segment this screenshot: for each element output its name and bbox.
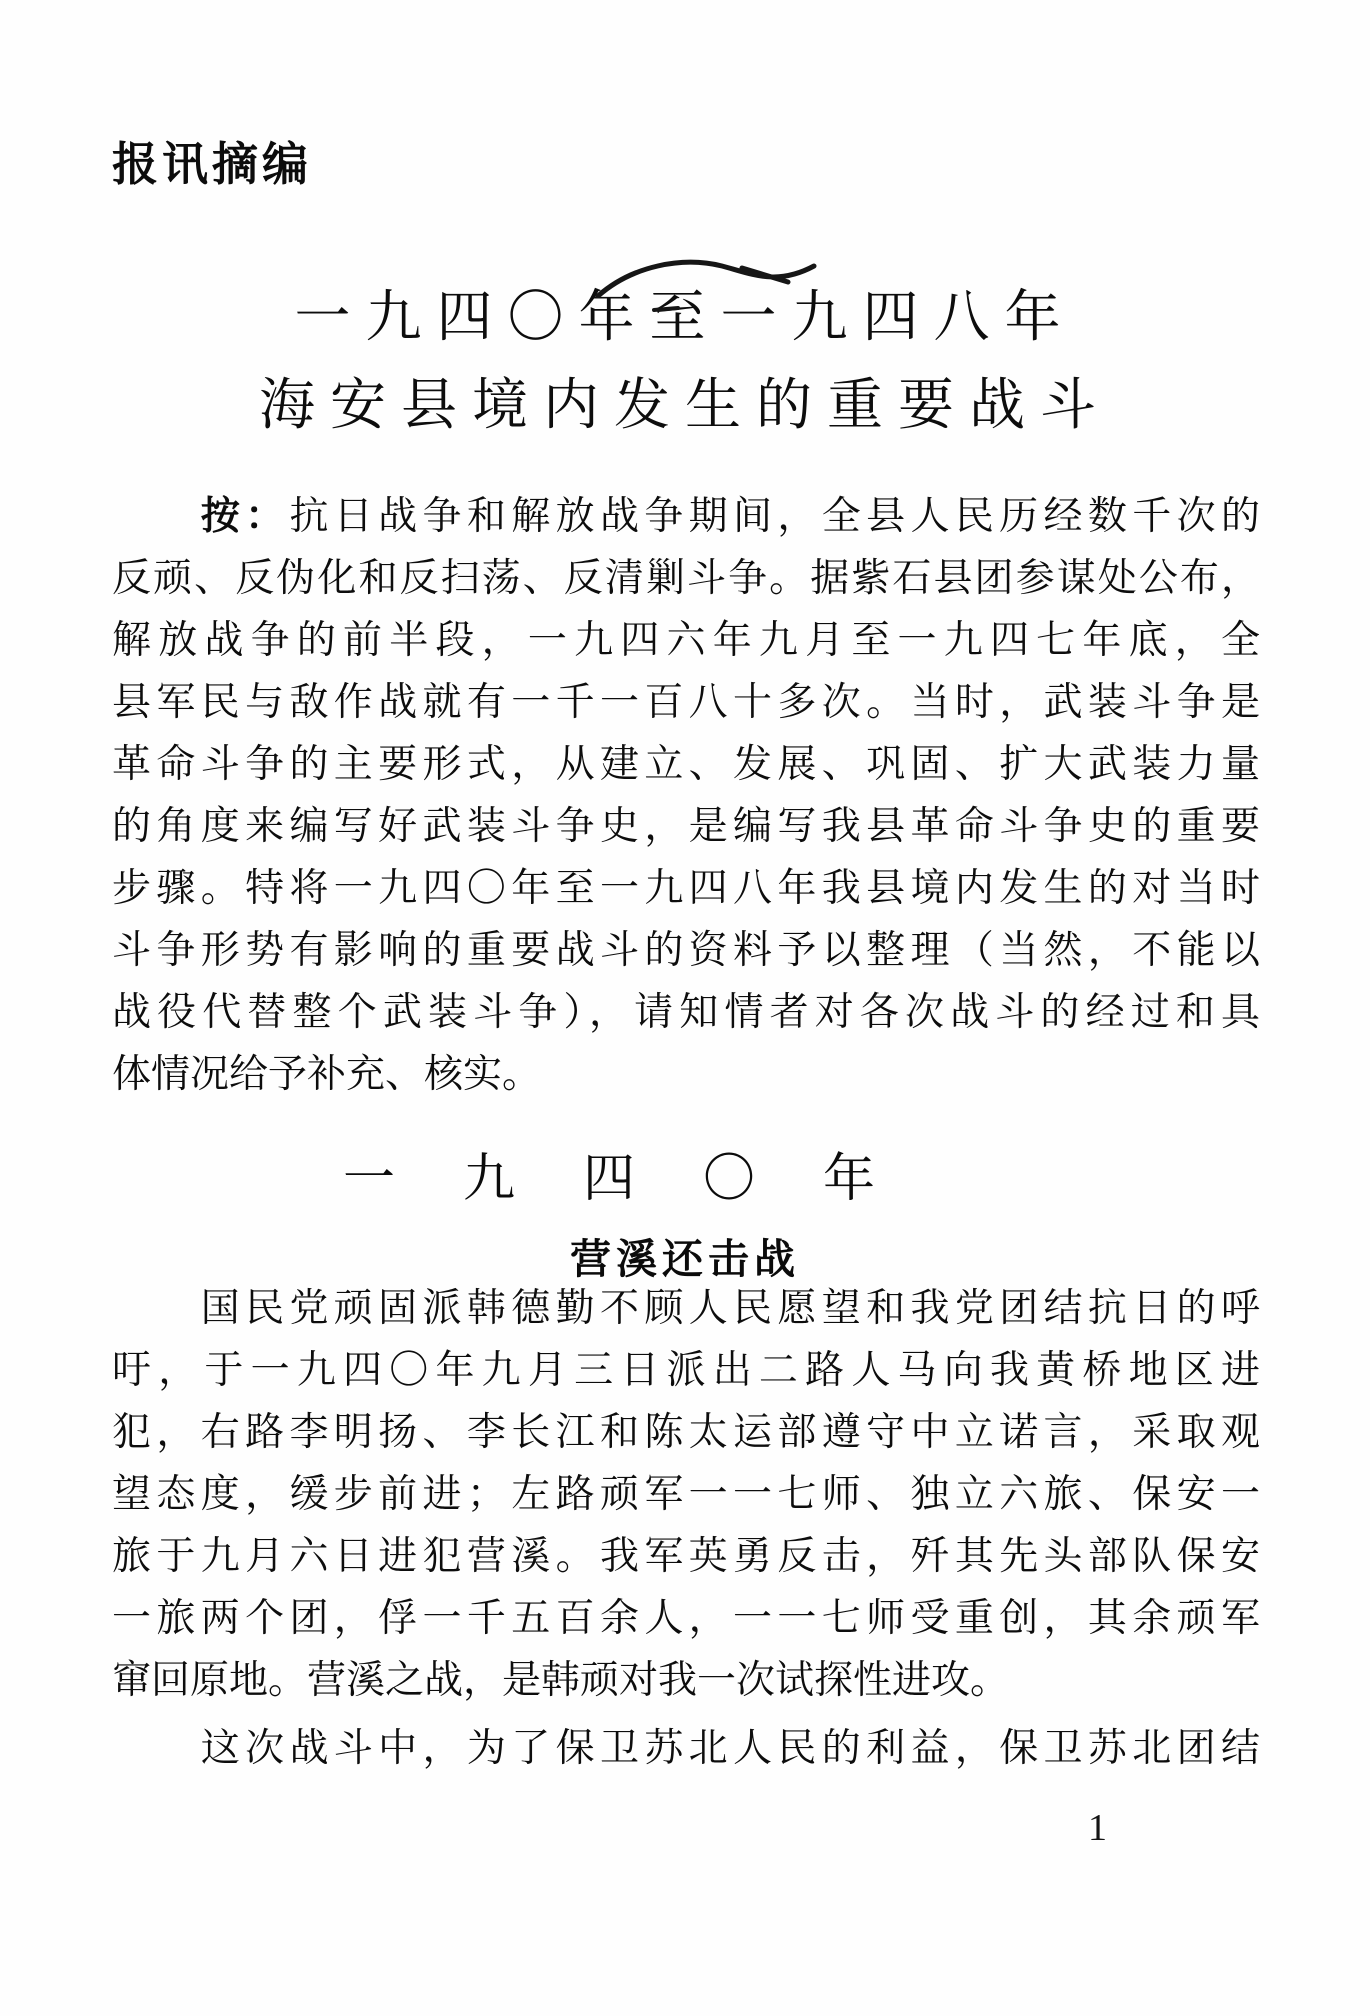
- editor-note-paragraph: [112, 486, 1260, 1106]
- text-line: 国民党顽固派韩德勤不顾人民愿望和我党团结抗日的呼: [112, 1287, 1260, 1330]
- text-line: 这次战斗中，为了保卫苏北人民的利益，保卫苏北团结: [112, 1727, 1260, 1770]
- note-label: 按：: [112, 495, 290, 538]
- text-line: 战役代替整个武装斗争），请知情者对各次战斗的经过和具: [112, 991, 1260, 1034]
- text-line: 体情况给予补充、核实。: [112, 1053, 542, 1096]
- text-line: 革命斗争的主要形式，从建立、发展、巩固、扩大武装力量: [112, 743, 1260, 786]
- battle-paragraph: [112, 1278, 1260, 1780]
- text-line: 斗争形势有影响的重要战斗的资料予以整理（当然，不能以: [112, 929, 1260, 972]
- text-line: 县军民与敌作战就有一千一百八十多次。当时，武装斗争是: [112, 681, 1260, 724]
- text-line: 一旅两个团，俘一千五百余人，一一七师受重创，其余顽军: [112, 1597, 1260, 1640]
- text-line: 的角度来编写好武装斗争史，是编写我县革命斗争史的重要: [112, 805, 1260, 848]
- page-number: 1: [1088, 1807, 1107, 1849]
- note-first-line: 抗日战争和解放战争期间，全县人民历经数千次的: [289, 495, 1260, 538]
- text-line: 犯，右路李明扬、李长江和陈太运部遵守中立诺言，采取观: [112, 1411, 1260, 1454]
- title-line-1: 一九四〇年至一九四八年: [294, 287, 1076, 349]
- text-line: [112, 486, 1260, 548]
- document-header: 报讯摘编: [112, 139, 312, 190]
- text-line: 窜回原地。营溪之战，是韩顽对我一次试探性进攻。: [112, 1659, 1010, 1702]
- text-line: 旅于九月六日进犯营溪。我军英勇反击，歼其先头部队保安: [112, 1535, 1260, 1578]
- text-line: 反顽、反伪化和反扫荡、反清剿斗争。据紫石县团参谋处公布，: [112, 557, 1260, 600]
- text-line: 步骤。特将一九四〇年至一九四八年我县境内发生的对当时: [112, 867, 1260, 910]
- section-heading-year-1940: 一九四〇年: [342, 1151, 943, 1208]
- title-line-2: 海安县境内发生的重要战斗: [259, 375, 1111, 437]
- page-title: [110, 282, 1260, 442]
- text-line: 望态度，缓步前进；左路顽军一一七师、独立六旅、保安一: [112, 1473, 1260, 1516]
- text-line: 解放战争的前半段，一九四六年九月至一九四七年底，全: [112, 619, 1260, 662]
- battle-title: 营溪还击战: [570, 1236, 800, 1282]
- text-line: 吁，于一九四〇年九月三日派出二路人马向我黄桥地区进: [112, 1349, 1260, 1392]
